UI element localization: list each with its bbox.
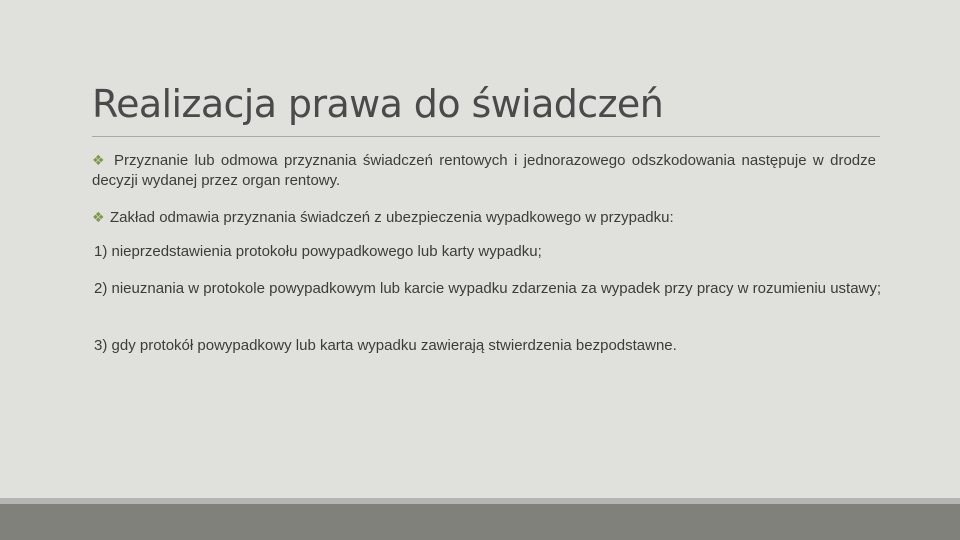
slide-title: Realizacja prawa do świadczeń [92,82,664,126]
diamond-bullet-icon: ❖ [92,152,105,168]
bullet-item [92,207,876,228]
list-item: 1) nieprzedstawienia protokołu powypadkowego lub karty wypadku; [94,243,542,260]
diamond-bullet-icon: ❖ [92,209,105,225]
bullet-item [92,150,876,191]
title-divider [92,136,880,137]
footer-bar [0,504,960,540]
bullet-text: Zakład odmawia przyznania świadczeń z ubezpieczenia wypadkowego w przypadku: [110,209,674,226]
list-item: 3) gdy protokół powypadkowy lub karta wypadku zawierają stwierdzenia bezpodstawne. [94,337,677,354]
bullet-text: Przyznanie lub odmowa przyznania świadczeń rentowych i jednorazowego odszkodowania następuje w drodze decyzji wydanej przez organ rentowy. [92,152,876,189]
list-item: 2) nieuznania w protokole powypadkowym lub karcie wypadku zdarzenia za wypadek przy pracy w rozumieniu ustawy; [94,280,882,297]
